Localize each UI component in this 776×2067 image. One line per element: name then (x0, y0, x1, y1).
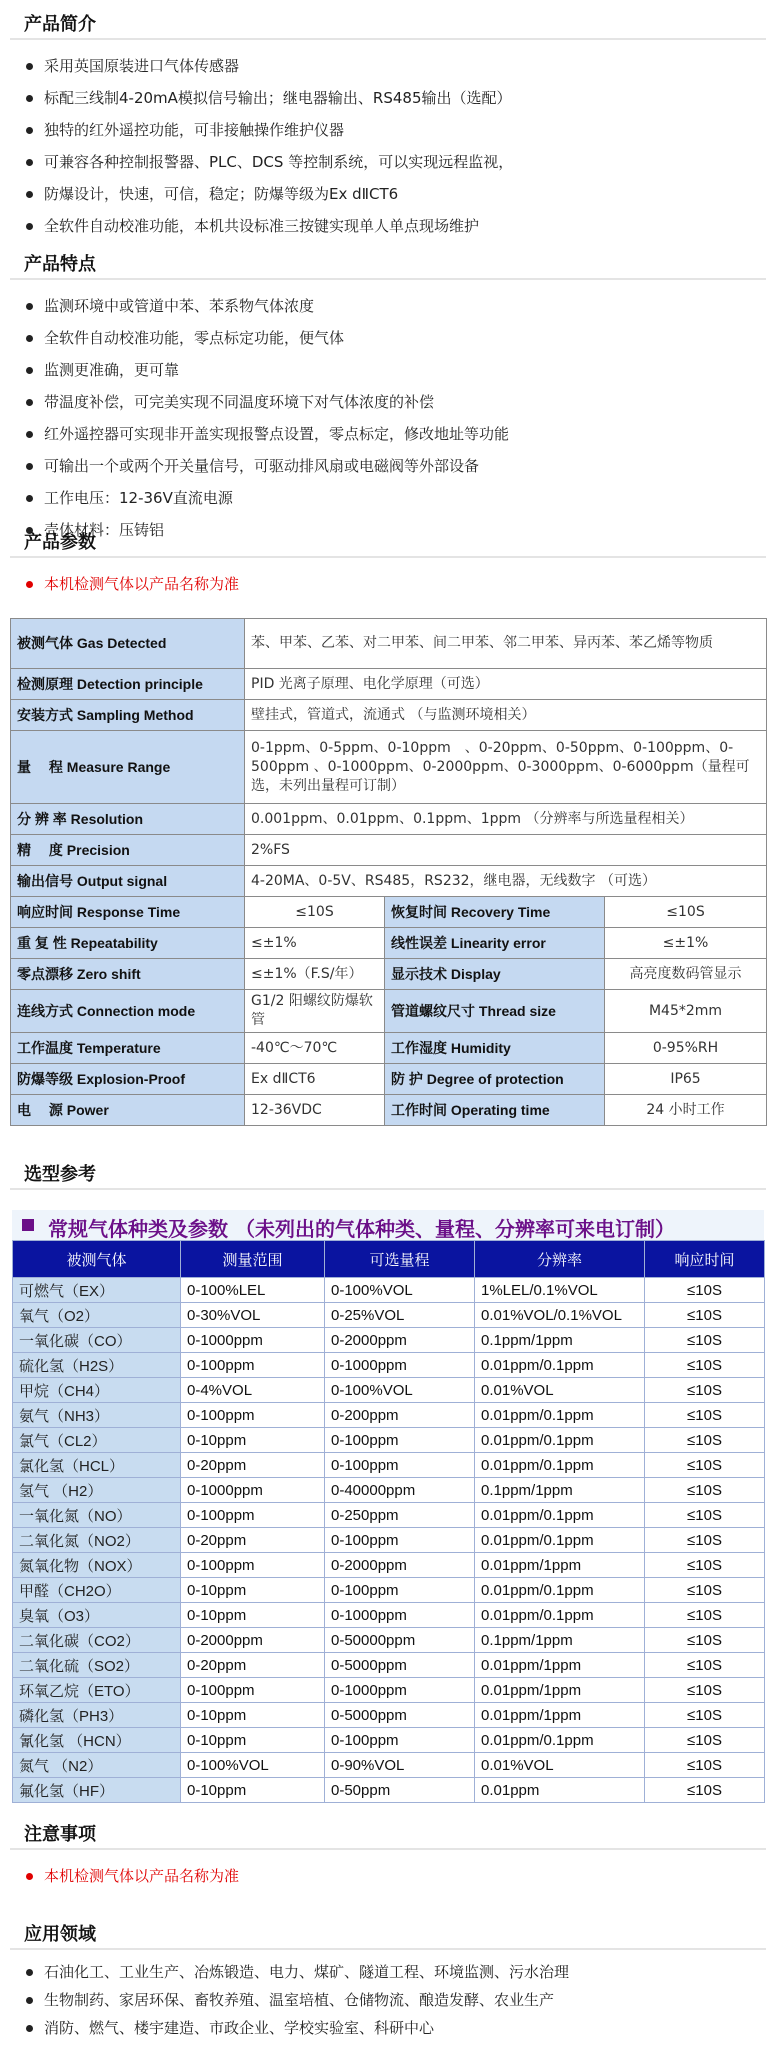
param-label: 工作湿度 Humidity (385, 1033, 605, 1064)
table-cell: 1%LEL/0.1%VOL (475, 1278, 645, 1303)
table-cell: ≤10S (645, 1378, 765, 1403)
param-value: 4-20MA、0-5V、RS485，RS232，继电器，无线数字 （可选） (245, 866, 767, 897)
column-header: 响应时间 (645, 1241, 765, 1278)
table-cell: ≤10S (645, 1553, 765, 1578)
table-cell: ≤10S (645, 1778, 765, 1803)
table-cell: ≤10S (645, 1403, 765, 1428)
table-row (11, 1095, 767, 1126)
apps-section (10, 1910, 766, 2037)
table-cell: 0-100%VOL (325, 1278, 475, 1303)
bullet-icon (26, 1997, 33, 2004)
table-cell: 0.01ppm/0.1ppm (475, 1428, 645, 1453)
list-item: 石油化工、工业生产、冶炼锻造、电力、煤矿、隧道工程、环境监测、污水治理 (24, 1958, 569, 1986)
table-cell: ≤10S (645, 1453, 765, 1478)
table-row (13, 1303, 765, 1328)
bullet-icon (26, 223, 33, 230)
bullet-icon (26, 335, 33, 342)
table-cell: 0-1000ppm (325, 1678, 475, 1703)
param-label: 管道螺纹尺寸 Thread size (385, 990, 605, 1033)
list-item: 监测更准确，更可靠 (24, 354, 509, 386)
table-cell: 0.1ppm/1ppm (475, 1328, 645, 1353)
table-row (13, 1378, 765, 1403)
table-cell: 0.01%VOL (475, 1753, 645, 1778)
param-value: 2%FS (245, 835, 767, 866)
table-row (13, 1478, 765, 1503)
param-label: 线性误差 Linearity error (385, 928, 605, 959)
selection-banner (12, 1210, 764, 1240)
column-header: 分辨率 (475, 1241, 645, 1278)
param-label: 被测气体 Gas Detected (11, 619, 245, 669)
table-cell: 0-50000ppm (325, 1628, 475, 1653)
section-divider (10, 1188, 766, 1190)
notes-section (10, 1810, 766, 1885)
list-item: 可输出一个或两个开关量信号，可驱动排风扇或电磁阀等外部设备 (24, 450, 509, 482)
gas-name-cell: 一氧化氮（NO） (13, 1503, 181, 1528)
table-cell: 0.01ppm/0.1ppm (475, 1353, 645, 1378)
gas-name-cell: 氮气 （N2） (13, 1753, 181, 1778)
table-row (11, 619, 767, 669)
list-item: 生物制药、家居环保、畜牧养殖、温室培植、仓储物流、酿造发酵、农业生产 (24, 1986, 569, 2014)
table-cell: 0.01ppm/0.1ppm (475, 1503, 645, 1528)
gas-name-cell: 氢气 （H2） (13, 1478, 181, 1503)
param-value: 苯、甲苯、乙苯、对二甲苯、间二甲苯、邻二甲苯、异丙苯、苯乙烯等物质 (245, 619, 767, 669)
table-cell: 0.01ppm/0.1ppm (475, 1578, 645, 1603)
table-cell: 0-10ppm (181, 1728, 325, 1753)
bullet-icon (26, 463, 33, 470)
table-cell: ≤10S (645, 1328, 765, 1353)
list-item: 本机检测气体以产品名称为准 (24, 1860, 239, 1892)
param-label: 工作温度 Temperature (11, 1033, 245, 1064)
table-row (13, 1453, 765, 1478)
table-cell: 0.01ppm/0.1ppm (475, 1453, 645, 1478)
square-bullet-icon (22, 1219, 34, 1231)
table-row (13, 1653, 765, 1678)
intro-section (10, 0, 766, 235)
gas-name-cell: 甲醛（CH2O） (13, 1578, 181, 1603)
selection-section (10, 1150, 766, 1190)
table-row (11, 835, 767, 866)
param-value: -40℃～70℃ (245, 1033, 385, 1064)
table-row (13, 1278, 765, 1303)
table-row (13, 1553, 765, 1578)
list-item: 壳体材料：压铸铝 (24, 514, 509, 546)
list-item: 采用英国原装进口气体传感器 (24, 50, 513, 82)
param-value: Ex dⅡCT6 (245, 1064, 385, 1095)
param-label: 恢复时间 Recovery Time (385, 897, 605, 928)
bullet-icon (26, 1969, 33, 1976)
table-cell: 0-100ppm (325, 1578, 475, 1603)
table-cell: 0-100ppm (325, 1528, 475, 1553)
table-cell: ≤10S (645, 1628, 765, 1653)
table-row (11, 804, 767, 835)
table-cell: 0-5000ppm (325, 1703, 475, 1728)
table-row (11, 1064, 767, 1095)
list-item: 防爆设计，快速，可信，稳定；防爆等级为Ex dⅡCT6 (24, 178, 513, 210)
bullet-icon (26, 581, 33, 588)
list-item: 消防、燃气、楼宇建造、市政企业、学校实验室、科研中心 (24, 2014, 569, 2042)
table-row (13, 1403, 765, 1428)
table-row (13, 1353, 765, 1378)
params-section (10, 518, 766, 593)
param-label: 精 度 Precision (11, 835, 245, 866)
table-row (13, 1778, 765, 1803)
gas-name-cell: 臭氧（O3） (13, 1603, 181, 1628)
param-label: 响应时间 Response Time (11, 897, 245, 928)
table-row (13, 1703, 765, 1728)
bullet-icon (26, 127, 33, 134)
table-cell: 0-10ppm (181, 1428, 325, 1453)
table-cell: 0-10ppm (181, 1578, 325, 1603)
apps-list (24, 1958, 569, 2042)
selection-banner-text: 常规气体种类及参数 （未列出的气体种类、量程、分辨率可来电订制） (48, 1217, 675, 1241)
table-cell: 0.01%VOL/0.1%VOL (475, 1303, 645, 1328)
intro-list (24, 50, 513, 242)
gas-name-cell: 甲烷（CH4） (13, 1378, 181, 1403)
table-cell: ≤10S (645, 1353, 765, 1378)
table-cell: 0.01ppm (475, 1778, 645, 1803)
gas-name-cell: 可燃气（EX） (13, 1278, 181, 1303)
table-cell: 0-100ppm (181, 1678, 325, 1703)
gas-name-cell: 磷化氢（PH3） (13, 1703, 181, 1728)
notes-title: 注意事项 (24, 1824, 96, 1845)
gas-name-cell: 氮氧化物（NOX） (13, 1553, 181, 1578)
section-divider (10, 38, 766, 40)
table-cell: 0-1000ppm (181, 1478, 325, 1503)
gas-name-cell: 硫化氢（H2S） (13, 1353, 181, 1378)
bullet-icon (26, 367, 33, 374)
table-cell: 0-250ppm (325, 1503, 475, 1528)
table-row (13, 1678, 765, 1703)
param-value: 24 小时工作 (605, 1095, 767, 1126)
table-cell: 0-200ppm (325, 1403, 475, 1428)
table-cell: 0-1000ppm (325, 1603, 475, 1628)
table-cell: 0.01ppm/0.1ppm (475, 1528, 645, 1553)
selection-table (12, 1240, 765, 1803)
table-row (13, 1503, 765, 1528)
bullet-icon (26, 95, 33, 102)
table-row (11, 959, 767, 990)
table-cell: 0-30%VOL (181, 1303, 325, 1328)
list-item: 本机检测气体以产品名称为准 (24, 568, 239, 600)
gas-name-cell: 氯化氢（HCL） (13, 1453, 181, 1478)
column-header: 被测气体 (13, 1241, 181, 1278)
section-divider (10, 278, 766, 280)
table-cell: 0-4%VOL (181, 1378, 325, 1403)
table-cell: 0-1000ppm (181, 1328, 325, 1353)
table-row (11, 990, 767, 1033)
table-cell: 0-2000ppm (325, 1328, 475, 1353)
table-cell: ≤10S (645, 1428, 765, 1453)
table-cell: ≤10S (645, 1653, 765, 1678)
table-cell: 0-5000ppm (325, 1653, 475, 1678)
param-value: IP65 (605, 1064, 767, 1095)
table-cell: 0-100ppm (325, 1728, 475, 1753)
table-cell: ≤10S (645, 1678, 765, 1703)
table-cell: ≤10S (645, 1753, 765, 1778)
table-row (11, 897, 767, 928)
bullet-icon (26, 431, 33, 438)
column-header: 测量范围 (181, 1241, 325, 1278)
param-value: 0-1ppm、0-5ppm、0-10ppm 、0-20ppm、0-50ppm、0-100ppm、0-500ppm 、0-1000ppm、0-2000ppm、0-3000ppm、0-6000ppm（量程可选，未列出量程可订制） (245, 731, 767, 804)
gas-name-cell: 氧气（O2） (13, 1303, 181, 1328)
param-label: 连线方式 Connection mode (11, 990, 245, 1033)
table-cell: 0.01%VOL (475, 1378, 645, 1403)
gas-name-cell: 氨气（NH3） (13, 1403, 181, 1428)
table-cell: 0.1ppm/1ppm (475, 1478, 645, 1503)
list-item: 全软件自动校准功能，零点标定功能，便气体 (24, 322, 509, 354)
params-header (10, 518, 766, 558)
apps-header (10, 1910, 766, 1950)
list-item: 工作电压：12-36V直流电源 (24, 482, 509, 514)
table-cell: 0-50ppm (325, 1778, 475, 1803)
table-row (11, 700, 767, 731)
table-cell: 0-10ppm (181, 1603, 325, 1628)
param-label: 工作时间 Operating time (385, 1095, 605, 1126)
table-cell: 0-100ppm (181, 1553, 325, 1578)
table-cell: ≤10S (645, 1278, 765, 1303)
selection-title: 选型参考 (24, 1164, 96, 1185)
table-row (13, 1603, 765, 1628)
features-section (10, 240, 766, 539)
selection-header (10, 1150, 766, 1190)
param-label: 显示技术 Display (385, 959, 605, 990)
intro-header (10, 0, 766, 40)
param-value: G1/2 阳螺纹防爆软管 (245, 990, 385, 1033)
features-header (10, 240, 766, 280)
gas-name-cell: 氯气（CL2） (13, 1428, 181, 1453)
section-divider (10, 1848, 766, 1850)
table-cell: ≤10S (645, 1603, 765, 1628)
bullet-icon (26, 1873, 33, 1880)
gas-name-cell: 二氧化氮（NO2） (13, 1528, 181, 1553)
table-cell: 0.01ppm/1ppm (475, 1553, 645, 1578)
bullet-icon (26, 399, 33, 406)
param-value: ≤±1% (245, 928, 385, 959)
table-row (13, 1328, 765, 1353)
list-item: 全软件自动校准功能，本机共设标准三按键实现单人单点现场维护 (24, 210, 513, 242)
param-value: ≤10S (605, 897, 767, 928)
table-row (13, 1428, 765, 1453)
table-cell: 0-20ppm (181, 1653, 325, 1678)
param-value: 高亮度数码管显示 (605, 959, 767, 990)
param-label: 防爆等级 Explosion-Proof (11, 1064, 245, 1095)
list-item: 红外遥控器可实现非开盖实现报警点设置，零点标定，修改地址等功能 (24, 418, 509, 450)
gas-name-cell: 氰化氢 （HCN） (13, 1728, 181, 1753)
param-value: 0.001ppm、0.01ppm、0.1ppm、1ppm （分辨率与所选量程相关） (245, 804, 767, 835)
bullet-icon (26, 159, 33, 166)
param-value: 壁挂式，管道式，流通式 （与监测环境相关） (245, 700, 767, 731)
param-label: 输出信号 Output signal (11, 866, 245, 897)
param-value: 0-95%RH (605, 1033, 767, 1064)
table-row (11, 669, 767, 700)
bullet-icon (26, 63, 33, 70)
table-row (11, 731, 767, 804)
table-row (13, 1728, 765, 1753)
param-value: ≤10S (245, 897, 385, 928)
table-cell: 0.01ppm/0.1ppm (475, 1603, 645, 1628)
section-divider (10, 1948, 766, 1950)
table-cell: ≤10S (645, 1478, 765, 1503)
table-cell: 0-100ppm (325, 1453, 475, 1478)
features-title: 产品特点 (24, 254, 96, 275)
gas-name-cell: 二氧化硫（SO2） (13, 1653, 181, 1678)
table-row (13, 1753, 765, 1778)
table-cell: ≤10S (645, 1728, 765, 1753)
param-value: ≤±1%（F.S/年） (245, 959, 385, 990)
table-cell: 0.01ppm/1ppm (475, 1703, 645, 1728)
list-item: 可兼容各种控制报警器、PLC、DCS 等控制系统，可以实现远程监视， (24, 146, 513, 178)
table-cell: 0.01ppm/1ppm (475, 1678, 645, 1703)
table-cell: 0-20ppm (181, 1528, 325, 1553)
table-row (11, 928, 767, 959)
gas-name-cell: 氟化氢（HF） (13, 1778, 181, 1803)
bullet-icon (26, 495, 33, 502)
notes-list (24, 1860, 239, 1892)
features-list (24, 290, 509, 546)
table-row (11, 1033, 767, 1064)
column-header: 可选量程 (325, 1241, 475, 1278)
list-item: 监测环境中或管道中苯、苯系物气体浓度 (24, 290, 509, 322)
list-item: 带温度补偿，可完美实现不同温度环境下对气体浓度的补偿 (24, 386, 509, 418)
gas-name-cell: 环氧乙烷（ETO） (13, 1678, 181, 1703)
table-cell: 0-100ppm (181, 1353, 325, 1378)
list-item: 独特的红外遥控功能，可非接触操作维护仪器 (24, 114, 513, 146)
notes-header (10, 1810, 766, 1850)
table-cell: 0-10ppm (181, 1778, 325, 1803)
param-label: 零点漂移 Zero shift (11, 959, 245, 990)
table-cell: 0-1000ppm (325, 1353, 475, 1378)
bullet-icon (26, 2025, 33, 2032)
params-table (10, 618, 767, 1126)
bullet-icon (26, 191, 33, 198)
param-value: PID 光离子原理、电化学原理（可选） (245, 669, 767, 700)
param-value: 12-36VDC (245, 1095, 385, 1126)
param-value: ≤±1% (605, 928, 767, 959)
table-cell: 0-100ppm (325, 1428, 475, 1453)
table-row (13, 1528, 765, 1553)
table-cell: 0-40000ppm (325, 1478, 475, 1503)
gas-name-cell: 二氧化碳（CO2） (13, 1628, 181, 1653)
apps-title: 应用领域 (24, 1924, 96, 1945)
table-cell: 0-20ppm (181, 1453, 325, 1478)
table-cell: ≤10S (645, 1503, 765, 1528)
table-cell: 0-25%VOL (325, 1303, 475, 1328)
table-cell: 0-90%VOL (325, 1753, 475, 1778)
table-header-row (13, 1241, 765, 1278)
table-cell: 0.01ppm/0.1ppm (475, 1403, 645, 1428)
table-cell: 0-100%VOL (181, 1753, 325, 1778)
param-value: M45*2mm (605, 990, 767, 1033)
param-label: 安装方式 Sampling Method (11, 700, 245, 731)
table-cell: 0-100%LEL (181, 1278, 325, 1303)
param-label: 防 护 Degree of protection (385, 1064, 605, 1095)
table-cell: 0-2000ppm (325, 1553, 475, 1578)
param-label: 量 程 Measure Range (11, 731, 245, 804)
section-divider (10, 556, 766, 558)
params-note (24, 568, 239, 600)
table-cell: 0.1ppm/1ppm (475, 1628, 645, 1653)
table-cell: 0.01ppm/0.1ppm (475, 1728, 645, 1753)
table-cell: 0.01ppm/1ppm (475, 1653, 645, 1678)
table-row (13, 1578, 765, 1603)
table-row (13, 1628, 765, 1653)
table-row (11, 866, 767, 897)
table-cell: 0-100ppm (181, 1403, 325, 1428)
param-label: 电 源 Power (11, 1095, 245, 1126)
param-label: 检测原理 Detection principle (11, 669, 245, 700)
table-cell: 0-2000ppm (181, 1628, 325, 1653)
table-cell: 0-100ppm (181, 1503, 325, 1528)
table-cell: 0-100%VOL (325, 1378, 475, 1403)
gas-name-cell: 一氧化碳（CO） (13, 1328, 181, 1353)
intro-title: 产品简介 (24, 14, 96, 35)
params-title: 产品参数 (24, 532, 96, 553)
table-cell: ≤10S (645, 1578, 765, 1603)
list-item: 标配三线制4-20mA模拟信号输出；继电器输出、RS485输出（选配） (24, 82, 513, 114)
param-label: 重 复 性 Repeatability (11, 928, 245, 959)
table-cell: ≤10S (645, 1528, 765, 1553)
bullet-icon (26, 303, 33, 310)
table-cell: 0-10ppm (181, 1703, 325, 1728)
table-cell: ≤10S (645, 1303, 765, 1328)
table-cell: ≤10S (645, 1703, 765, 1728)
param-label: 分 辨 率 Resolution (11, 804, 245, 835)
